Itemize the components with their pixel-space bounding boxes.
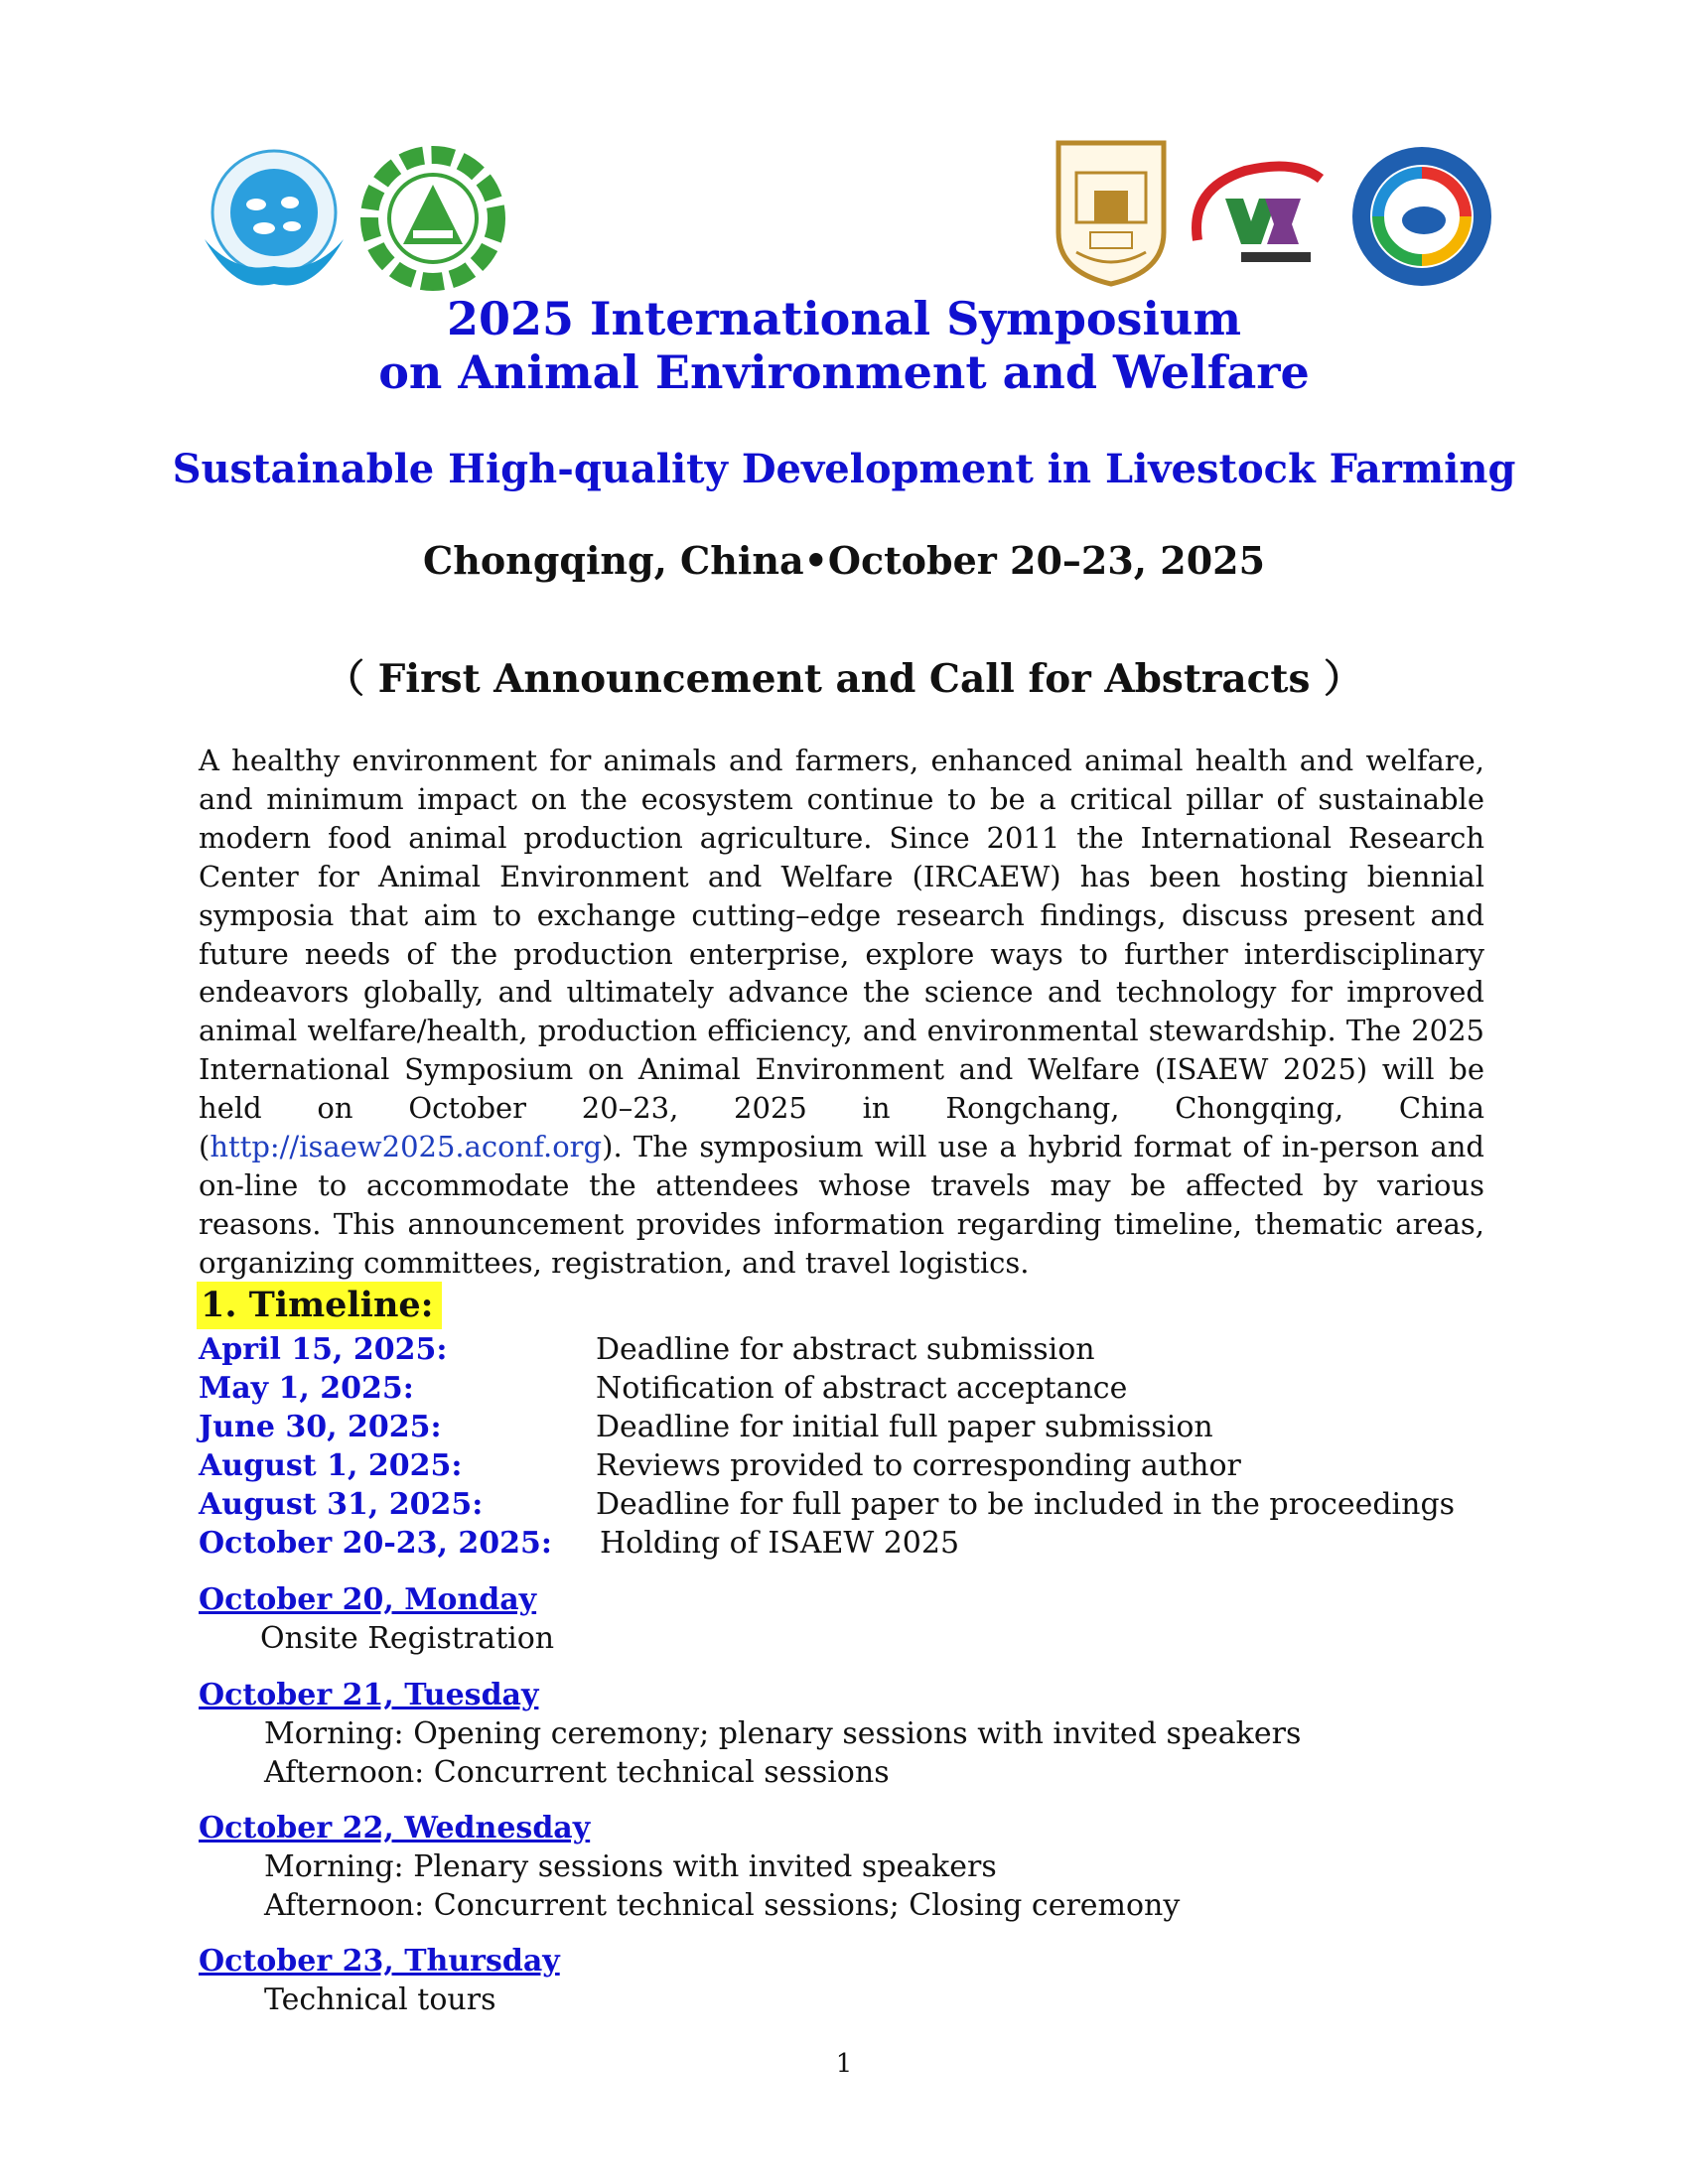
schedule-day-oct-21[interactable]: October 21, Tuesday (199, 1678, 539, 1712)
announcement-heading: （ First Announcement and Call for Abstracts ） (326, 656, 1362, 702)
timeline-date: June 30, 2025: (199, 1410, 442, 1444)
schedule-item: Afternoon: Concurrent technical sessions; Closing ceremony (264, 1888, 1181, 1923)
schedule-item: Technical tours (264, 1982, 496, 2017)
timeline-date: April 15, 2025: (199, 1332, 448, 1367)
timeline-description: Deadline for initial full paper submission (596, 1410, 1213, 1444)
timeline-description: Deadline for abstract submission (596, 1332, 1095, 1367)
ircaew-logo (195, 145, 353, 299)
intro-text-start: A healthy environment for animals and farmers, enhanced animal health and welfare, and minimum impact on the ecosystem continue to be a critical pillar of sustainable modern food animal production agriculture. Since 2011 the International Research Center for Animal Environment and Welfare (IRCAEW) has been hosting biennial symposia that aim to exchange cutting–edge research findings, discuss present and future needs of the production enterprise, explore ways to further interdisciplinary endeavors globally, and ultimately advance the science and technology for improved animal welfare/health, production efficiency, and environmental stewardship. The 2025 International Symposium on Animal Environment and Welfare (ISAEW 2025) will be held on October 20–23, 2025 in Rongchang, Chongqing, China ( (199, 744, 1484, 1164)
timeline-description: Notification of abstract acceptance (596, 1371, 1128, 1406)
chongqing-academy-logo (1186, 149, 1325, 278)
cau-seal-logo (1051, 133, 1172, 288)
symposium-title (0, 292, 1688, 399)
symposium-website-link[interactable]: http://isaew2025.aconf.org (210, 1130, 603, 1164)
intro-text-end: ). The symposium will use a hybrid format of in-person and on-line to accommodate the attendees whose travels may be affected by various reasons. This announcement provides information regarding timeline, thematic areas, organizing committees, registration, and travel logistics. (199, 1130, 1484, 1280)
schedule-day-oct-23[interactable]: October 23, Thursday (199, 1944, 560, 1979)
timeline-date: May 1, 2025: (199, 1371, 414, 1406)
schedule-item: Morning: Plenary sessions with invited speakers (264, 1849, 997, 1884)
timeline-date: August 31, 2025: (199, 1487, 484, 1522)
national-center-logo (1348, 143, 1495, 290)
timeline-description: Reviews provided to corresponding author (596, 1448, 1241, 1483)
page-number: 1 (835, 2049, 853, 2079)
green-gear-logo (359, 145, 506, 292)
timeline-date: August 1, 2025: (199, 1448, 463, 1483)
timeline-heading: 1. Timeline: (197, 1282, 442, 1329)
timeline-date: October 20-23, 2025: (199, 1526, 552, 1561)
place-and-date: Chongqing, China•October 20–23, 2025 (422, 538, 1266, 583)
intro-paragraph (199, 742, 1484, 1283)
timeline-description: Deadline for full paper to be included in the proceedings (596, 1487, 1456, 1522)
symposium-subtitle: Sustainable High-quality Development in Livestock Farming (172, 446, 1516, 492)
title-line-2: on Animal Environment and Welfare (378, 345, 1310, 399)
schedule-day-oct-20[interactable]: October 20, Monday (199, 1582, 537, 1617)
schedule-item: Afternoon: Concurrent technical sessions (264, 1755, 890, 1790)
timeline-description: Holding of ISAEW 2025 (600, 1526, 960, 1561)
schedule-item: Onsite Registration (260, 1621, 555, 1656)
schedule-day-oct-22[interactable]: October 22, Wednesday (199, 1811, 591, 1845)
title-line-1: 2025 International Symposium (446, 292, 1242, 345)
schedule-item: Morning: Opening ceremony; plenary sessions with invited speakers (264, 1716, 1302, 1751)
